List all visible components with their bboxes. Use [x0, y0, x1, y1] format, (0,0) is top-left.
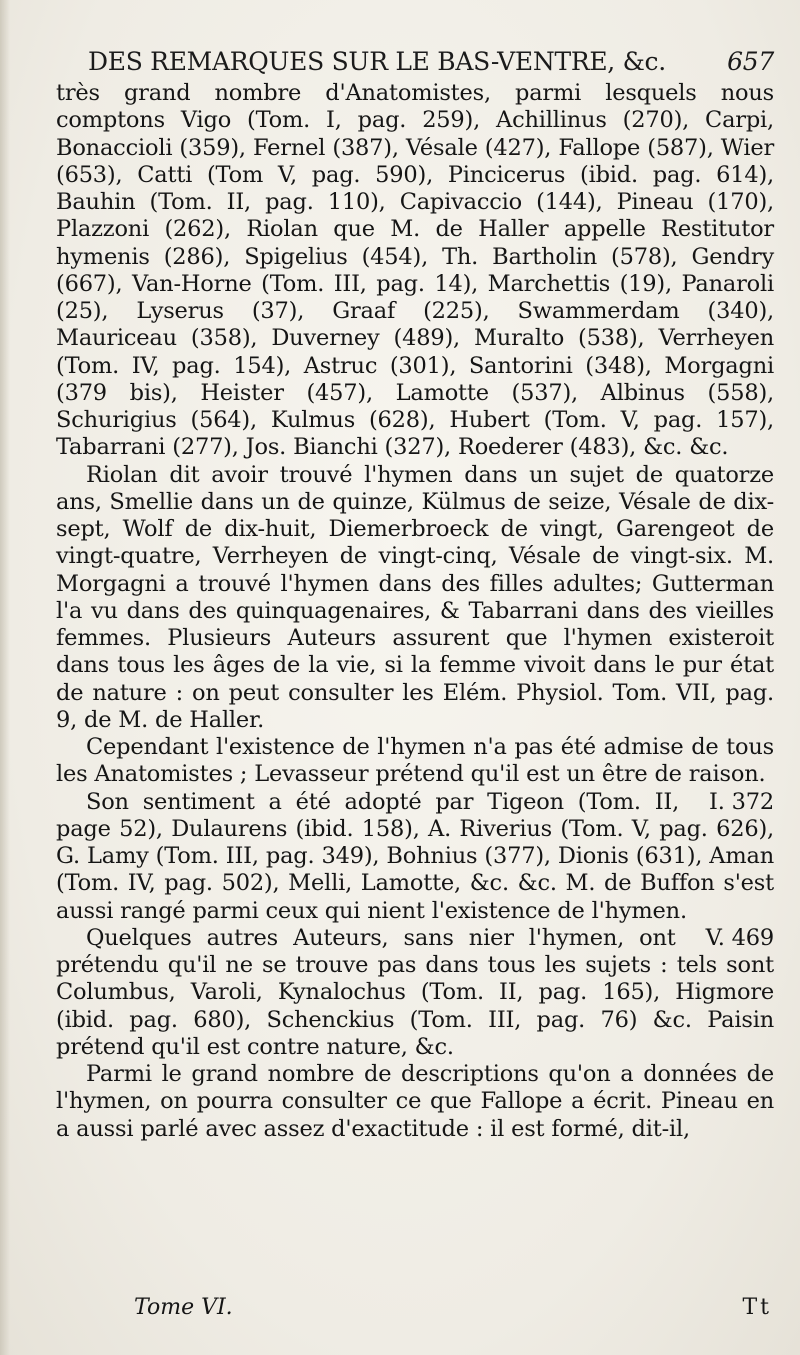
page-gutter-shadow — [0, 0, 10, 1355]
page-footer — [56, 1293, 774, 1323]
paragraph-5 — [56, 925, 774, 1061]
paragraph-3-text: Cependant l'existence de l'hymen n'a pas été admise de tous les Anatomistes ; Levasseur prétend qu'il est un être de raison. — [56, 734, 774, 788]
signature-mark: Tt — [742, 1295, 772, 1320]
running-head — [88, 42, 778, 82]
paragraph-6 — [56, 1061, 774, 1143]
volume-label: Tome VI. — [134, 1295, 233, 1320]
paragraph-4 — [56, 788, 774, 951]
paragraph-2 — [56, 462, 774, 735]
paragraph-1-text: très grand nombre d'Anatomistes, parmi lesquels nous comptons Vigo (Tom. I, pag. 259), Achillinus (270), Carpi, Bonaccioli (359), Fernel (387), Vésale (427), Fallope (587), Wier (653), Catti (Tom V, pag. 590), Pincicerus (ibid. pag. 614), Bauhin (Tom. II, pag. 110), Capivaccio (144), Pineau (170), Plazzoni (262), Riolan que M. de Haller appelle Restitutor hymenis (286), Spigelius (454), Th. Bartholin (578), Gendry (667), Van-Horne (Tom. III, pag. 14), Marchettis (19), Panaroli (25), Lyserus (37), Graaf (225), Swammerdam (340), Mauriceau (358), Duverney (489), Muralto (538), Verrheyen (Tom. IV, pag. 154), Astruc (301), Santorini (348), Morgagni (379 bis), Heister (457), Lamotte (537), Albinus (558), Schurigius (564), Kulmus (628), Hubert (Tom. V, pag. 157), Tabarrani (277), Jos. Bianchi (327), Roederer (483), &c. &c. — [56, 80, 774, 461]
page-number: 657 — [727, 47, 774, 76]
paragraph-2-text: Riolan dit avoir trouvé l'hymen dans un sujet de quatorze ans, Smellie dans un de quinze, Külmus de seize, Vésale de dix-sept, Wolf de dix-huit, Diemerbroeck de vingt, Garengeot de vingt-quatre, Verrheyen de vingt-cinq, Vésale de vingt-six. M. Morgagni a trouvé l'hymen dans des filles adultes; Gutterman l'a vu dans des quinquagenaires, & Tabarrani dans des vieilles femmes. Plusieurs Auteurs assurent que l'hymen existeroit dans tous les âges de la vie, si la femme vivoit dans le pur état de nature : on peut consulter les Elém. Physiol. Tom. VII, pag. 9, de M. de Haller. — [56, 461, 774, 733]
paragraph-3-reference: I. 372 — [709, 788, 774, 815]
running-title: DES REMARQUES SUR LE BAS-VENTRE, &c. — [88, 47, 666, 76]
paragraph-3 — [56, 734, 774, 815]
paragraph-4-reference: V. 469 — [705, 924, 774, 951]
paragraph-6-text: Parmi le grand nombre de descriptions qu'on a données de l'hymen, on pourra consulter ce que Fallope a écrit. Pineau en a aussi parlé avec assez d'exactitude : il est formé, dit-il, — [56, 1061, 774, 1142]
paragraph-5-text: Quelques autres Auteurs, sans nier l'hymen, ont prétendu qu'il ne se trouve pas dans tous les sujets : tels sont Columbus, Varoli, Kynalochus (Tom. II, pag. 165), Higmore (ibid. pag. 680), Schenckius (Tom. III, pag. 76) &c. Paisin prétend qu'il est contre nature, &c. — [56, 924, 774, 1060]
paragraph-4-text: Son sentiment a été adopté par Tigeon (Tom. II, page 52), Dulaurens (ibid. 158), A. Riverius (Tom. V, pag. 626), G. Lamy (Tom. III, pag. 349), Bohnius (377), Dionis (631), Aman (Tom. IV, pag. 502), Melli, Lamotte, &c. &c. M. de Buffon s'est aussi rangé parmi ceux qui nient l'existence de l'hymen. — [56, 788, 774, 924]
body-text — [56, 80, 774, 1143]
paragraph-1 — [56, 80, 774, 462]
